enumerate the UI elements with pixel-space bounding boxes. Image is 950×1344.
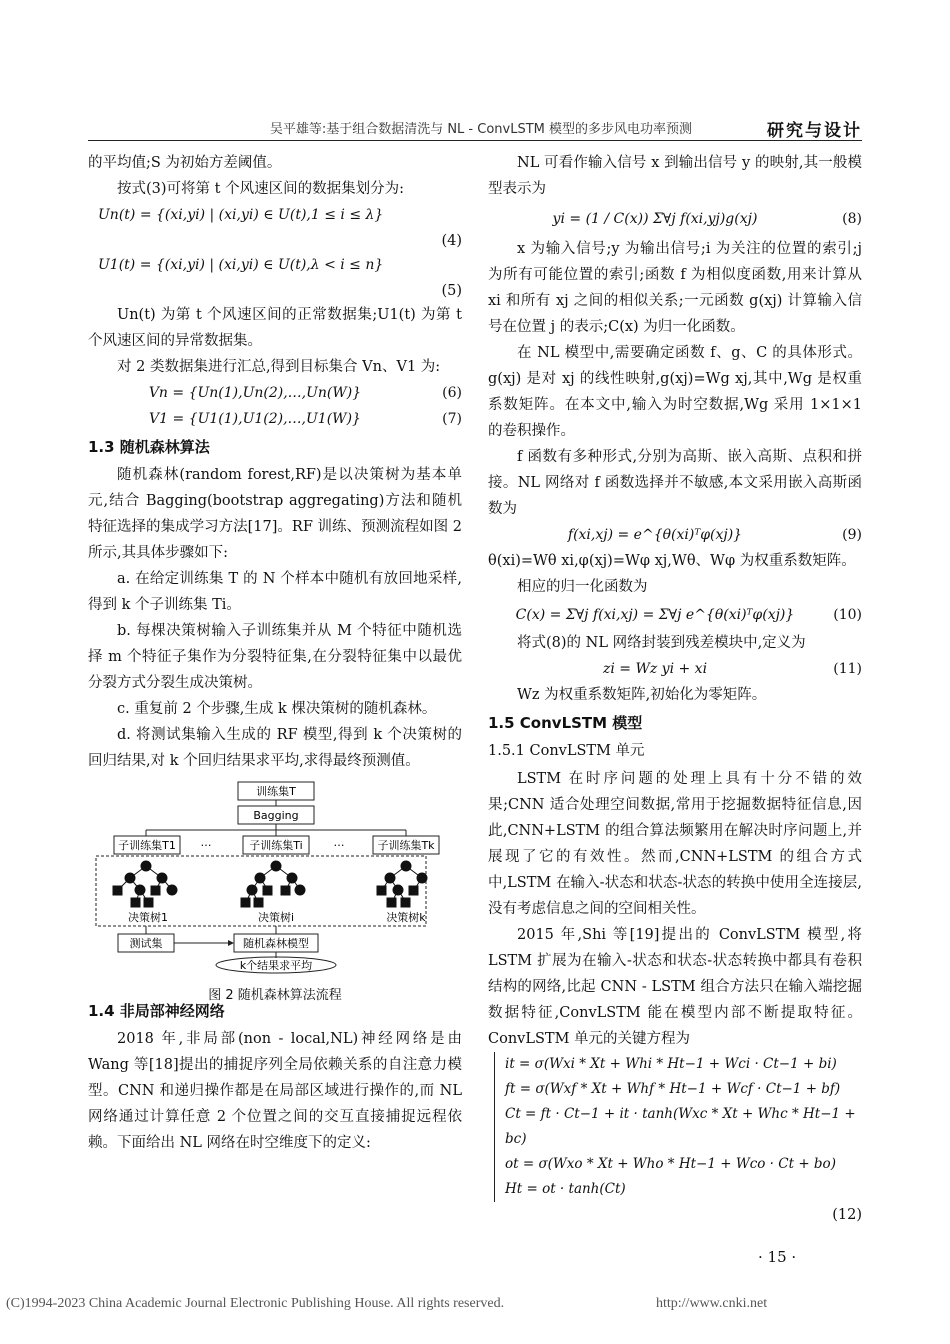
paragraph: LSTM 在时序问题的处理上具有十分不错的效果;CNN 适合处理空间数据,常用于挖掘数据特征信息,因此,CNN+LSTM 的组合算法频繁用在解决时序问题上,并展现了它的有效性。然而,CNN+LSTM 的组合方式中,LSTM 在输入-状态和状态-状态的转换中使用全连接层,没有考虑信息之间的空间相关性。 — [488, 771, 862, 917]
paragraph: 按式(3)可将第 t 个风速区间的数据集划分为: — [117, 181, 404, 197]
subi-label: 子训练集Ti — [249, 839, 303, 852]
copyright: (C)1994-2023 China Academic Journal Electronic Publishing House. All rights reserved. — [6, 1296, 505, 1311]
running-header — [88, 116, 862, 141]
equation-number: (5) — [441, 283, 462, 299]
equation-number: (4) — [441, 233, 462, 249]
equation-7: V1 = {U1(1),U1(2),…,U1(W)} (7) — [149, 411, 462, 427]
equation-9: f(xi,xj) = e^{θ(xi)ᵀφ(xj)} (9) — [567, 527, 862, 543]
sub1-label: 子训练集T1 — [118, 839, 176, 852]
treei-label: 决策树i — [257, 911, 295, 924]
paragraph: Un(t) 为第 t 个风速区间的正常数据集;U1(t) 为第 t 个风速区间的异常数据集。 — [88, 307, 462, 349]
paragraph: 的平均值;S 为初始方差阈值。 — [88, 155, 282, 171]
paragraph: Wz 为权重系数矩阵,初始化为零矩阵。 — [517, 687, 767, 703]
test-label: 测试集 — [129, 937, 163, 950]
subsection-heading: 1.5.1 ConvLSTM 单元 — [488, 743, 645, 759]
equation-12 — [494, 1052, 862, 1202]
paragraph: 对 2 类数据集进行汇总,得到目标集合 Vn、V1 为: — [117, 359, 441, 375]
footer — [6, 1296, 768, 1312]
equation-number: (12) — [832, 1207, 862, 1223]
paragraph: f 函数有多种形式,分别为高斯、嵌入高斯、点积和拼接。NL 网络对 f 函数选择并不敏感,本文采用嵌入高斯函数为 — [488, 449, 862, 517]
tree-i — [241, 861, 305, 907]
dots-1: … — [200, 836, 212, 849]
equation-10: C(x) = Σ∀j f(xi,xj) = Σ∀j e^{θ(xi)ᵀφ(xj)} (10) — [515, 607, 862, 623]
step-d: d. 将测试集输入生成的 RF 模型,得到 k 个决策树的回归结果,对 k 个回归结果求平均,求得最终预测值。 — [88, 727, 462, 769]
rf-flow-diagram — [88, 780, 462, 974]
equation-8: yi = (1 / C(x)) Σ∀j f(xi,yj)g(xj) (8) — [552, 211, 862, 227]
paragraph: θ(xi)=Wθ xi,φ(xj)=Wφ xj,Wθ、Wφ 为权重系数矩阵。 — [488, 553, 856, 569]
equation-4: Un(t) = {(xi,yi) | (xi,yi) ∈ U(t),1 ≤ i ≤ λ} — [98, 207, 384, 223]
eq12-line: it = σ(Wxi * Xt + Whi * Ht−1 + Wci · Ct−1 + bi) — [505, 1056, 837, 1072]
paragraph: 将式(8)的 NL 网络封装到残差模块中,定义为 — [517, 635, 806, 651]
section-heading: 1.4 非局部神经网络 — [88, 1002, 225, 1020]
running-title: 吴平雄等:基于组合数据清洗与 NL - ConvLSTM 模型的多步风电功率预测 — [269, 122, 692, 137]
eq12-line: ot = σ(Wxo * Xt + Who * Ht−1 + Wco · Ct + bo) — [505, 1156, 836, 1172]
step-b: b. 每棵决策树输入子训练集并从 M 个特征中随机选择 m 个特征子集作为分裂特征集,在分裂特征集中以最优分裂方式分裂生成决策树。 — [88, 623, 462, 691]
paragraph: 随机森林(random forest,RF)是以决策树为基本单元,结合 Bagging(bootstrap aggregating)方法和随机特征选择的集成学习方法[17]。RF 训练、预测流程如图 2 所示,其具体步骤如下: — [88, 467, 462, 561]
tree-1 — [113, 861, 177, 907]
dots-2: … — [333, 836, 345, 849]
tree-k — [377, 861, 427, 907]
figure-caption: 图 2 随机森林算法流程 — [208, 988, 342, 1003]
equation-5: U1(t) = {(xi,yi) | (xi,yi) ∈ U(t),λ < i ≤ n} — [98, 257, 384, 273]
eq12-line: Ht = ot · tanh(Ct) — [505, 1181, 626, 1197]
footer-url[interactable]: http://www.cnki.net — [656, 1296, 768, 1311]
section-heading: 1.5 ConvLSTM 模型 — [488, 714, 643, 732]
equation-6: Vn = {Un(1),Un(2),…,Un(W)} (6) — [148, 385, 462, 401]
equation-11: zi = Wz yi + xi (11) — [602, 661, 862, 677]
bagging-label: Bagging — [253, 809, 299, 822]
eq12-line: ft = σ(Wxf * Xt + Whf * Ht−1 + Wcf · Ct−1 + bf) — [505, 1081, 841, 1097]
subk-label: 子训练集Tk — [377, 839, 435, 852]
paragraph: 在 NL 模型中,需要确定函数 f、g、C 的具体形式。g(xj) 是对 xj 的线性映射,g(xj)=Wg xj,其中,Wg 是权重系数矩阵。在本文中,输入为时空数据,Wg 采用 1×1×1 的卷积操作。 — [488, 345, 862, 439]
train-label: 训练集T — [256, 785, 296, 798]
figure-random-forest — [88, 780, 462, 1003]
section-heading: 1.3 随机森林算法 — [88, 438, 210, 456]
paragraph: 2018 年,非局部(non - local,NL)神经网络是由 Wang 等[18]提出的捕捉序列全局依赖关系的自注意力模型。CNN 和递归操作都是在局部区域进行操作的,而 NL 网络通过计算任意 2 个位置之间的交互直接捕捉远程依赖。下面给出 NL 网络在时空维度下的定义: — [88, 1031, 462, 1151]
avg-label: k个结果求平均 — [239, 959, 313, 972]
treek-label: 决策树k — [386, 911, 426, 924]
eq12-line: Ct = ft · Ct−1 + it · tanh(Wxc * Xt + Whc * Ht−1 + bc) — [505, 1106, 856, 1147]
step-c: c. 重复前 2 个步骤,生成 k 棵决策树的随机森林。 — [117, 701, 437, 717]
section-label: 研究与设计 — [767, 121, 862, 141]
step-a: a. 在给定训练集 T 的 N 个样本中随机有放回地采样,得到 k 个子训练集 Ti。 — [88, 571, 462, 613]
paragraph: x 为输入信号;y 为输出信号;i 为关注的位置的索引;j 为所有可能位置的索引;函数 f 为相似度函数,用来计算从 xi 和所有 xj 之间的相似关系;一元函数 g(xj) 计算输入信号在位置 j 的表示;C(x) 为归一化函数。 — [488, 241, 862, 335]
model-label: 随机森林模型 — [243, 937, 309, 950]
paragraph: 相应的归一化函数为 — [517, 579, 648, 595]
right-column — [488, 150, 862, 1226]
page-number: · 15 · — [758, 1248, 797, 1266]
tree1-label: 决策树1 — [128, 911, 168, 924]
left-column — [88, 150, 462, 1156]
paragraph: 2015 年,Shi 等[19]提出的 ConvLSTM 模型,将 LSTM 扩展为在输入-状态和状态-状态转换中都具有卷积结构的网络,比起 CNN - LSTM 组合方法只在输入端挖掘数据特征,ConvLSTM 能在模型内部不断提取特征。ConvLSTM 单元的关键方程为 — [488, 927, 862, 1047]
paragraph: NL 可看作输入信号 x 到输出信号 y 的映射,其一般模型表示为 — [488, 155, 862, 197]
